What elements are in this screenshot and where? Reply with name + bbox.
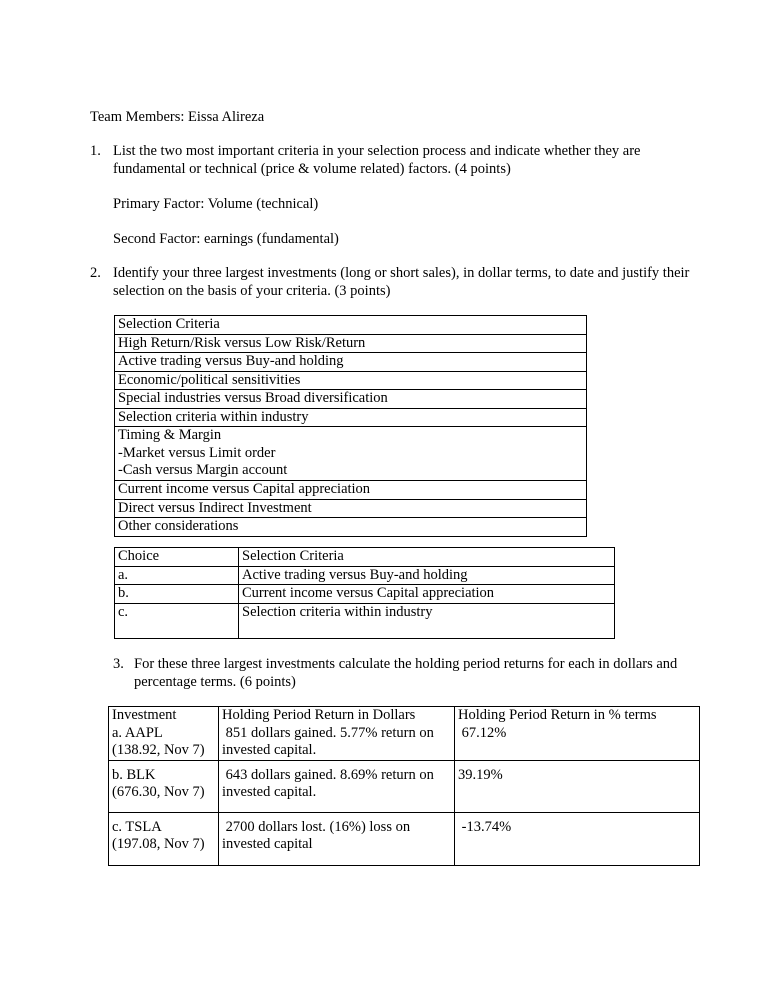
criteria-cell: Current income versus Capital appreciation (239, 585, 615, 604)
criteria-cell: Special industries versus Broad diversification (115, 390, 587, 409)
table-row (115, 566, 615, 585)
selection-criteria-header: Selection Criteria (239, 548, 615, 567)
investment-cell (109, 707, 219, 761)
investment-name: b. BLK (112, 766, 156, 783)
table-row (115, 585, 615, 604)
dollar-return-cell (219, 707, 455, 761)
dollar-return-line: invested capital (222, 836, 313, 852)
criteria-cell: Active trading versus Buy-and holding (115, 353, 587, 372)
choice-cell: b. (115, 585, 239, 604)
question-2-number: 2. (90, 265, 101, 281)
question-3-number: 3. (113, 656, 124, 672)
dollar-return-line: 851 dollars gained. 5.77% return on (222, 724, 434, 741)
criteria-cell: Other considerations (115, 518, 587, 537)
criteria-line: -Cash versus Margin account (118, 462, 288, 478)
table-row (115, 334, 587, 353)
question-1-text: List the two most important criteria in your selection process and indicate whether they are fundamental or technical (price & volume related) factors. (4 points) (113, 143, 641, 177)
criteria-cell: Economic/political sensitivities (115, 371, 587, 390)
table-row (109, 760, 700, 812)
table-row (109, 707, 700, 761)
criteria-cell: Current income versus Capital appreciation (115, 481, 587, 500)
table-row (115, 427, 587, 481)
dollar-return-line: invested capital. (222, 742, 317, 758)
table-header-row (115, 548, 615, 567)
table-row (115, 390, 587, 409)
dollar-return-cell (219, 812, 455, 865)
header-percent: Holding Period Return in % terms (458, 707, 657, 723)
table-row (115, 603, 615, 638)
table-row (115, 316, 587, 335)
percent-return-value: -13.74% (458, 818, 512, 835)
header-investment: Investment (112, 707, 177, 723)
question-3-text: For these three largest investments calculate the holding period returns for each in dollars and percentage terms. (6 points) (134, 656, 678, 690)
investment-detail: (138.92, Nov 7) (112, 742, 205, 758)
team-members-line: Team Members: Eissa Alireza (90, 109, 265, 125)
holding-period-return-table (108, 706, 700, 866)
criteria-cell (115, 427, 587, 481)
second-factor-answer: Second Factor: earnings (fundamental) (113, 231, 339, 247)
question-1-number: 1. (90, 143, 101, 159)
investment-cell (109, 812, 219, 865)
criteria-cell: Selection criteria within industry (115, 408, 587, 427)
dollar-return-line: 643 dollars gained. 8.69% return on (222, 766, 434, 783)
selection-criteria-table (114, 315, 587, 537)
criteria-cell: Direct versus Indirect Investment (115, 499, 587, 518)
investment-name: c. TSLA (112, 818, 162, 835)
table-row (115, 518, 587, 537)
dollar-return-line: invested capital. (222, 784, 317, 800)
percent-return-cell (455, 760, 700, 812)
table-row (115, 408, 587, 427)
choice-table (114, 547, 615, 639)
criteria-line: -Market versus Limit order (118, 444, 276, 461)
percent-return-cell (455, 812, 700, 865)
choice-cell: a. (115, 566, 239, 585)
criteria-cell: Active trading versus Buy-and holding (239, 566, 615, 585)
primary-factor-answer: Primary Factor: Volume (technical) (113, 196, 319, 212)
percent-return-value: 67.12% (458, 724, 507, 741)
investment-detail: (197.08, Nov 7) (112, 836, 205, 852)
table-row (115, 371, 587, 390)
table-row (109, 812, 700, 865)
criteria-line: Timing & Margin (118, 427, 222, 443)
criteria-cell: Selection Criteria (115, 316, 587, 335)
table-row (115, 499, 587, 518)
header-dollars: Holding Period Return in Dollars (222, 707, 416, 723)
question-2-text: Identify your three largest investments (long or short sales), in dollar terms, to date and justify their selection on the basis of your criteria. (3 points) (113, 265, 690, 299)
percent-return-value: 39.19% (458, 766, 503, 783)
dollar-return-cell (219, 760, 455, 812)
choice-header: Choice (115, 548, 239, 567)
choice-cell: c. (115, 603, 239, 638)
investment-detail: (676.30, Nov 7) (112, 784, 205, 800)
table-row (115, 353, 587, 372)
dollar-return-line: 2700 dollars lost. (16%) loss on (222, 818, 411, 835)
criteria-cell: Selection criteria within industry (239, 603, 615, 638)
investment-name: a. AAPL (112, 724, 163, 741)
investment-cell (109, 760, 219, 812)
criteria-cell: High Return/Risk versus Low Risk/Return (115, 334, 587, 353)
percent-return-cell (455, 707, 700, 761)
table-row (115, 481, 587, 500)
